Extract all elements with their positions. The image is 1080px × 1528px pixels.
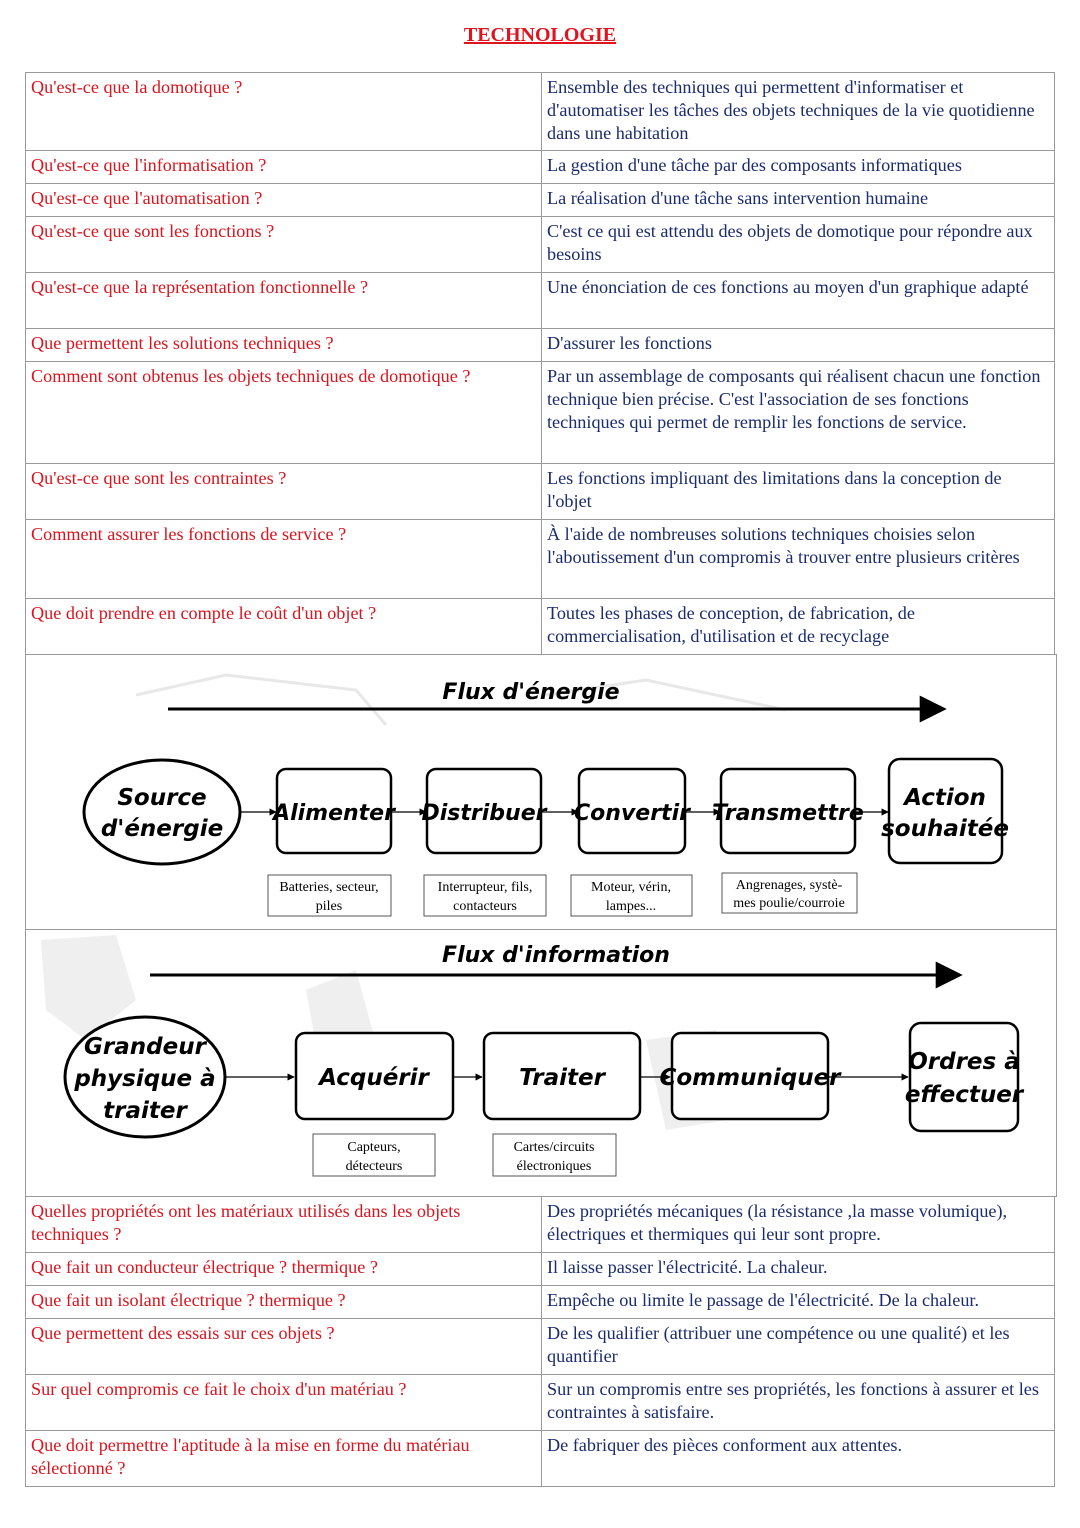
svg-text:Capteurs,: Capteurs, <box>347 1140 401 1155</box>
svg-text:Ordres à: Ordres à <box>908 1049 1020 1075</box>
step-alimenter <box>271 769 396 853</box>
svg-text:piles: piles <box>315 899 343 914</box>
note-convertir <box>571 875 692 916</box>
svg-text:effectuer: effectuer <box>904 1082 1024 1108</box>
step-transmettre <box>712 769 864 853</box>
question: Qu'est-ce que la représentation fonctionnelle ? <box>26 273 542 329</box>
table-row <box>26 464 1055 520</box>
svg-text:Batteries, secteur,: Batteries, secteur, <box>279 880 379 895</box>
question: Que doit prendre en compte le coût d'un objet ? <box>26 599 542 655</box>
step-communiquer <box>659 1033 842 1119</box>
note-alimenter <box>268 875 391 916</box>
question: Que permettent des essais sur ces objets ? <box>26 1319 542 1375</box>
svg-text:Grandeur: Grandeur <box>84 1034 206 1060</box>
svg-text:traiter: traiter <box>103 1098 187 1124</box>
svg-text:Distribuer: Distribuer <box>421 801 547 826</box>
answer: Des propriétés mécaniques (la résistance ,la masse volumique), électriques et thermiques qui leur sont propre. <box>542 1197 1055 1253</box>
table-row <box>26 1286 1055 1319</box>
question: Sur quel compromis ce fait le choix d'un matériau ? <box>26 1375 542 1431</box>
answer: Sur un compromis entre ses propriétés, les fonctions à assurer et les contraintes à satisfaire. <box>542 1375 1055 1431</box>
table-row <box>26 599 1055 655</box>
svg-text:Communiquer: Communiquer <box>659 1065 841 1091</box>
answer: D'assurer les fonctions <box>542 329 1055 362</box>
answer: Il laisse passer l'électricité. La chaleur. <box>542 1253 1055 1286</box>
qa-table-bottom <box>25 1196 1055 1487</box>
note-acquerir <box>313 1134 435 1176</box>
svg-text:Traiter: Traiter <box>519 1065 605 1091</box>
svg-text:Acquérir: Acquérir <box>319 1065 429 1091</box>
answer: Les fonctions impliquant des limitations dans la conception de l'objet <box>542 464 1055 520</box>
question: Que fait un conducteur électrique ? thermique ? <box>26 1253 542 1286</box>
svg-text:Convertir: Convertir <box>574 801 690 826</box>
answer: Une énonciation de ces fonctions au moyen d'un graphique adapté <box>542 273 1055 329</box>
svg-text:Interrupteur, fils,: Interrupteur, fils, <box>437 880 533 895</box>
svg-text:lampes...: lampes... <box>605 899 657 914</box>
svg-text:Angrenages, systè-: Angrenages, systè- <box>735 878 843 893</box>
answer: Toutes les phases de conception, de fabrication, de commercialisation, d'utilisation et de recyclage <box>542 599 1055 655</box>
answer: La gestion d'une tâche par des composants informatiques <box>542 151 1055 184</box>
table-row <box>26 1431 1055 1487</box>
svg-text:souhaitée: souhaitée <box>881 816 1009 842</box>
question: Que doit permettre l'aptitude à la mise en forme du matériau sélectionné ? <box>26 1431 542 1487</box>
svg-text:mes poulie/courroie: mes poulie/courroie <box>733 896 845 911</box>
flow-title: Flux d'énergie <box>442 680 620 705</box>
question: Qu'est-ce que la domotique ? <box>26 73 542 151</box>
svg-text:Cartes/circuits: Cartes/circuits <box>513 1140 595 1155</box>
info-flow-diagram <box>25 929 1057 1197</box>
answer: Par un assemblage de composants qui réalisent chacun une fonction technique bien précise. C'est l'association de ses fonctions techniques qui permet de remplir les fonctions de service. <box>542 362 1055 464</box>
question: Qu'est-ce que l'automatisation ? <box>26 184 542 217</box>
question: Que permettent les solutions techniques ? <box>26 329 542 362</box>
info-source <box>65 1017 225 1137</box>
question: Quelles propriétés ont les matériaux utilisés dans les objets techniques ? <box>26 1197 542 1253</box>
table-row <box>26 1319 1055 1375</box>
step-traiter <box>484 1033 640 1119</box>
question: Comment sont obtenus les objets techniques de domotique ? <box>26 362 542 464</box>
table-row <box>26 184 1055 217</box>
answer: De fabriquer des pièces conforment aux attentes. <box>542 1431 1055 1487</box>
svg-text:contacteurs: contacteurs <box>453 899 517 914</box>
flow-title: Flux d'information <box>442 943 670 968</box>
svg-text:Transmettre: Transmettre <box>712 801 864 826</box>
question: Qu'est-ce que l'informatisation ? <box>26 151 542 184</box>
energy-flow-diagram <box>25 654 1057 930</box>
question: Comment assurer les fonctions de service ? <box>26 520 542 599</box>
table-row <box>26 362 1055 464</box>
energy-result <box>881 759 1009 863</box>
table-row <box>26 520 1055 599</box>
svg-text:physique à: physique à <box>74 1066 216 1092</box>
svg-text:Source: Source <box>117 785 207 811</box>
table-row <box>26 1197 1055 1253</box>
table-row <box>26 1253 1055 1286</box>
table-row <box>26 73 1055 151</box>
table-row <box>26 1375 1055 1431</box>
answer: À l'aide de nombreuses solutions techniques choisies selon l'aboutissement d'un compromis à trouver entre plusieurs critères <box>542 520 1055 599</box>
svg-text:Action: Action <box>904 785 986 811</box>
question: Qu'est-ce que sont les fonctions ? <box>26 217 542 273</box>
page-title: TECHNOLOGIE <box>463 24 617 46</box>
note-traiter <box>493 1134 616 1176</box>
answer: Empêche ou limite le passage de l'électricité. De la chaleur. <box>542 1286 1055 1319</box>
answer: La réalisation d'une tâche sans intervention humaine <box>542 184 1055 217</box>
info-result <box>905 1023 1025 1131</box>
table-row <box>26 273 1055 329</box>
svg-text:Alimenter: Alimenter <box>273 801 395 826</box>
svg-text:électroniques: électroniques <box>516 1159 592 1174</box>
step-convertir <box>574 769 691 853</box>
energy-source <box>84 760 240 864</box>
table-row <box>26 329 1055 362</box>
question: Que fait un isolant électrique ? thermique ? <box>26 1286 542 1319</box>
answer: De les qualifier (attribuer une compétence ou une qualité) et les quantifier <box>542 1319 1055 1375</box>
svg-text:détecteurs: détecteurs <box>345 1159 403 1174</box>
qa-table-top <box>25 72 1055 655</box>
svg-text:d'énergie: d'énergie <box>100 816 224 842</box>
answer: C'est ce qui est attendu des objets de domotique pour répondre aux besoins <box>542 217 1055 273</box>
question: Qu'est-ce que sont les contraintes ? <box>26 464 542 520</box>
step-acquerir <box>296 1033 453 1119</box>
table-row <box>26 151 1055 184</box>
note-distribuer <box>424 875 546 916</box>
answer: Ensemble des techniques qui permettent d'informatiser et d'automatiser les tâches des objets techniques de la vie quotidienne dans une habitation <box>542 73 1055 151</box>
note-transmettre <box>722 873 857 913</box>
step-distribuer <box>422 769 548 853</box>
table-row <box>26 217 1055 273</box>
svg-text:Moteur, vérin,: Moteur, vérin, <box>591 880 671 895</box>
